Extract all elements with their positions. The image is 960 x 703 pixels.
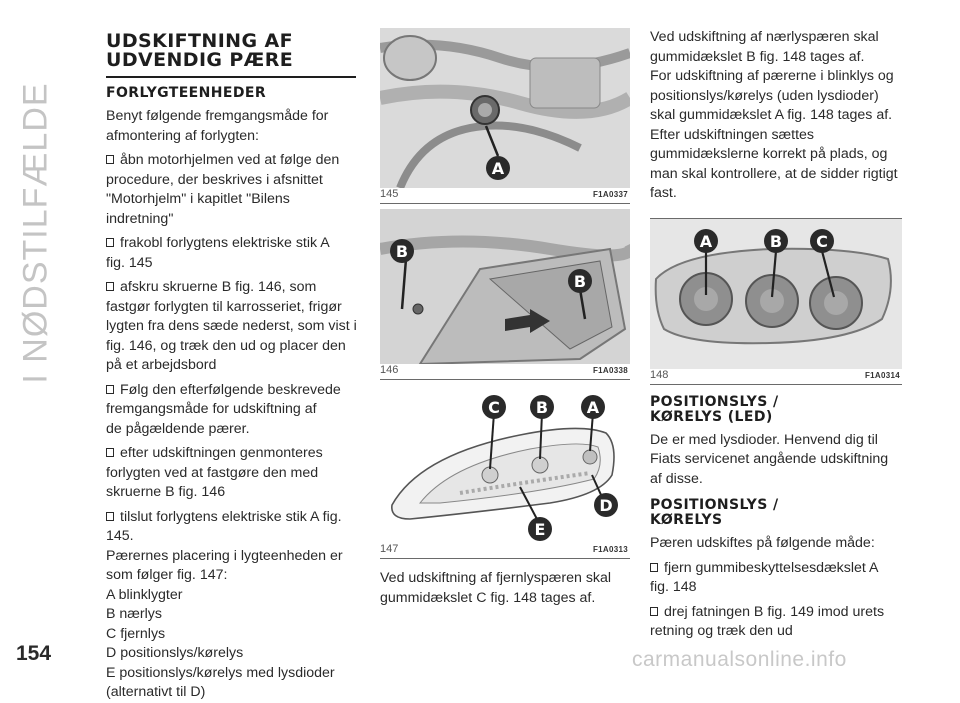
section-heading: UDSKIFTNING AF UDVENDIG PÆRE [106,30,294,71]
bullet-item: efter udskiftningen genmonteres forlygten ved at fastgøre den med skruerne B fig. 146 [106,445,323,500]
figure-caption: 148 F1A0314 [650,368,900,381]
figure-caption: 146 F1A0338 [380,364,628,376]
checkbox-bullet-icon [106,448,114,457]
checkbox-bullet-icon [650,563,658,572]
svg-text:B: B [535,398,549,417]
figure-caption: 147 F1A0313 [380,543,628,555]
watermark: carmanualsonline.info [632,648,847,671]
column-middle [380,28,630,608]
side-section-title [6,28,66,438]
low-beam-text: Ved udskiftning af nærlyspæren skal gummidækslet B fig. 148 tages af. For udskiftning af pærerne i blinklys og positionslys/kørelys (uden lysdioder) skal gummidækslet A fig. 148 tages af. Efter udskiftningen sættes gummidækslerne korrekt på plads, og man skal kontrollere, at de sidder rigtigt fast. [650,29,898,201]
checkbox-bullet-icon [106,238,114,247]
headlamp-drawing [380,385,630,543]
figure-146 [380,209,630,380]
led-text: De er med lysdioder. Henvend dig til Fiats servicenet angående udskiftning af disse. [650,431,889,487]
headlamp-mounting-photo [380,209,630,364]
bullet-item: drej fatningen B fig. 149 imod urets retning og træk den ud [650,603,885,639]
column-right [650,28,912,642]
figure-145 [380,28,630,204]
subheading-position: POSITIONSLYS / KØRELYS [650,497,779,528]
svg-text:B: B [769,231,783,251]
checkbox-bullet-icon [106,385,114,394]
svg-text:E: E [534,520,546,539]
svg-text:A: A [586,398,600,417]
svg-text:C: C [488,398,500,417]
checkbox-bullet-icon [106,155,114,164]
position-intro: Pæren udskiftes på følgende måde: [650,535,875,551]
figure-148 [650,218,902,385]
subheading: FORLYGTEENHEDER [106,85,267,101]
intro-text: Benyt følgende fremgangsmåde for afmontering af forlygten: [106,108,329,144]
subheading-led: POSITIONSLYS / KØRELYS (LED) [650,393,779,425]
bullet-item: afskru skruerne B fig. 146, som fastgør forlygten til karrosseriet, frigør lygten fra dens sæde nederst, som vist i fig. 146, og træk den ud og placer den på et arbejdsbord [106,279,357,373]
svg-text:B: B [395,242,409,261]
engine-connector-photo [380,28,630,188]
bullet-item: fjern gummibeskyttelsesdækslet A fig. 148 [650,559,879,595]
svg-text:D: D [599,496,613,515]
high-beam-text: Ved udskiftning af fjernlyspæren skal gummidækslet C fig. 148 tages af. [380,570,612,606]
checkbox-bullet-icon [106,282,114,291]
bullet-item: åbn motorhjelmen ved at følge den procedure, der beskrives i afsnittet "Motorhjelm" i kapitlet "Bilens indretning" [106,152,340,227]
column-left [106,28,358,703]
svg-text:A: A [699,231,713,251]
bullet-item: tilslut forlygtens elektriske stik A fig. 145. [106,508,342,544]
figure-caption: 145 F1A0337 [380,188,628,200]
figure-147 [380,385,630,559]
bullet-item: Følg den efterfølgende beskrevede fremgangsmåde for udskiftning af de pågældende pærer. [106,381,341,437]
svg-text:C: C [816,231,828,251]
bullet-item: frakobl forlygtens elektriske stik A fig. 145 [106,235,330,271]
checkbox-bullet-icon [650,607,658,616]
bulb-location-list: Pærernes placering i lygteenheden er som følger fig. 147: A blinklygter B nærlys C fjernlys D positionslys/kørelys E positionslys/kørelys med lysdioder (alternativt til D) [106,547,343,700]
heading-rule [106,76,356,78]
side-section-title-text: I NØDSTILFÆLDE [16,82,55,384]
svg-text:A: A [491,159,505,178]
page-number: 154 [16,642,52,665]
headlamp-rear-photo [650,219,902,369]
checkbox-bullet-icon [106,512,114,521]
svg-text:B: B [573,272,587,291]
